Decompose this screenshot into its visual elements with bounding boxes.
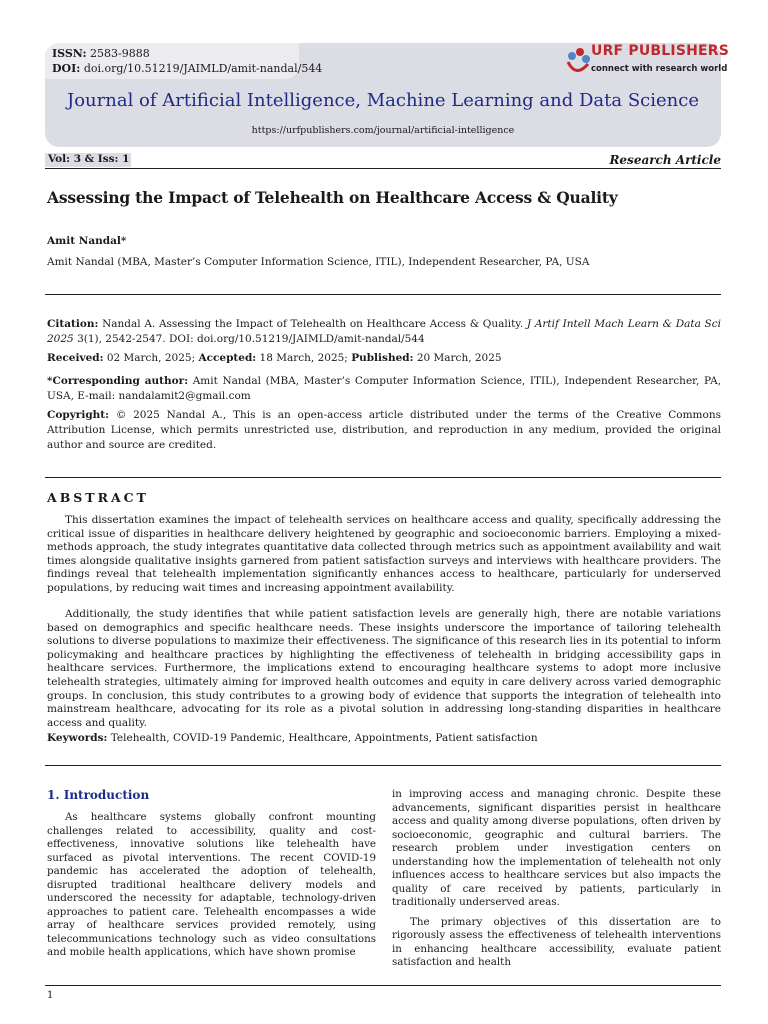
doi-value: doi.org/10.51219/JAIMLD/amit-nandal/544 <box>83 62 323 75</box>
meta-divider-top <box>45 294 721 295</box>
intro-paragraph-2: The primary objectives of this dissertation are to rigorously assess the effectiveness of telehealth interventions in enhancing healthcare accessibility, evaluate patient satisfaction and health <box>392 915 721 968</box>
author-affiliation: Amit Nandal (MBA, Master’s Computer Information Science, ITIL), Independent Researcher, PA, USA <box>47 256 590 268</box>
intro-left-column <box>47 811 376 960</box>
copyright-text: © 2025 Nandal A., This is an open-access article distributed under the terms of the Creative Commons Attribution License, which permits unrestricted use, distribution, and reproduction in any medium, provided the original author and source are credited. <box>47 409 721 451</box>
citation-journal: J Artif Intell Mach Learn & Data Sci 2025 <box>47 318 721 345</box>
author-name: Amit Nandal* <box>47 235 127 247</box>
copyright <box>47 408 721 453</box>
received-label: Received: <box>47 352 104 364</box>
intro-right-column <box>392 788 721 970</box>
publisher-tagline: connect with research world <box>591 64 728 74</box>
intro-paragraph-1: As healthcare systems globally confront mounting challenges related to accessibility, quality and cost-effectiveness, innovative solutions like telehealth have surfaced as pivotal interventions. The recent COVID-19 pandemic has accelerated the adoption of telehealth, disrupted traditional healthcare delivery models and underscored the necessity for adaptable, technology-driven approaches to patient care. Telehealth encompasses a wide array of healthcare services provided remotely, using telecommunications technology such as video consultations and mobile health applications, which have shown promise <box>47 811 376 958</box>
corresponding-text: Amit Nandal (MBA, Master’s Computer Information Science, ITIL), Independent Researcher, PA, USA, E-mail: nandalamit2@gmail.com <box>47 375 722 402</box>
issn-value: 2583-9888 <box>90 47 150 60</box>
corresponding-author <box>47 374 721 404</box>
published-date: 20 March, 2025 <box>416 352 502 364</box>
abstract-paragraph-1: This dissertation examines the impact of telehealth services on healthcare access and quality, specifically addressing the critical issue of disparities in healthcare delivery heightened by geographic and socioeconomic barriers. Employing a mixed-methods approach, the study integrates quantitative data collected through metrics such as appointment availability and wait times alongside qualitative insights garnered from patient satisfaction surveys and interviews with healthcare providers. The findings reveal that telehealth implementation significantly enhances access to healthcare, particularly for underserved populations, by reducing wait times and increasing appointment availability. <box>47 514 721 594</box>
doi-label: DOI: <box>52 62 81 75</box>
abstract-heading: ABSTRACT <box>47 490 149 505</box>
accepted-date: 18 March, 2025; <box>259 352 348 364</box>
keywords <box>47 732 538 744</box>
intro-paragraph-1-continued: in improving access and managing chronic. Despite these advancements, significant disparities persist in healthcare access and quality among diverse populations, often driven by socioeconomic, geographic and cultural barriers. The research problem under investigation centers on understanding how the implementation of telehealth not only influences access to healthcare services but also impacts the quality of care received by patients, particularly in traditionally underserved areas. <box>392 788 721 908</box>
citation-text: Nandal A. Assessing the Impact of Telehealth on Healthcare Access & Quality. <box>102 318 524 330</box>
header-divider <box>45 168 721 169</box>
received-date: 02 March, 2025; <box>106 352 196 364</box>
corresponding-label: *Corresponding author: <box>47 375 189 387</box>
paper-title: Assessing the Impact of Telehealth on Healthcare Access & Quality <box>47 188 618 207</box>
section-heading-introduction: 1. Introduction <box>47 788 150 802</box>
published-label: Published: <box>351 352 414 364</box>
abstract-paragraph-2: Additionally, the study identifies that while patient satisfaction levels are generally high, there are notable variations based on demographics and specific healthcare needs. These insights underscore the importance of tailoring telehealth solutions to diverse populations to maximize their effectiveness. The significance of this research lies in its potential to inform policymaking and healthcare practices by highlighting the effectiveness of telehealth in bridging accessibility gaps in healthcare services. Furthermore, the implications extend to encouraging healthcare systems to adopt more inclusive telehealth strategies, ultimately aiming for improved health outcomes and equity in care delivery across varied demographic groups. In conclusion, this study contributes to a growing body of evidence that supports the integration of telehealth into mainstream healthcare, advocating for its role as a pivotal solution in addressing long-standing disparities in healthcare access and quality. <box>47 608 721 729</box>
keywords-label: Keywords: <box>47 732 108 744</box>
abstract-divider <box>45 765 721 766</box>
article-identifiers <box>52 46 322 76</box>
citation-label: Citation: <box>47 318 99 330</box>
page-number: 1 <box>47 990 54 1001</box>
journal-title: Journal of Artificial Intelligence, Machine Learning and Data Science <box>67 90 699 111</box>
publisher-name: URF PUBLISHERS <box>591 43 730 59</box>
volume-issue: Vol: 3 & Iss: 1 <box>48 153 130 165</box>
keywords-text: Telehealth, COVID-19 Pandemic, Healthcare, Appointments, Patient satisfaction <box>110 732 538 744</box>
accepted-label: Accepted: <box>198 352 257 364</box>
citation-rest: 3(1), 2542-2547. DOI: doi.org/10.51219/JAIMLD/amit-nandal/544 <box>77 333 425 345</box>
dates <box>47 351 721 366</box>
footer-divider <box>45 985 721 986</box>
copyright-label: Copyright: <box>47 409 110 421</box>
article-type: Research Article <box>609 153 721 167</box>
meta-divider-bottom <box>45 477 721 478</box>
journal-url-link[interactable]: https://urfpublishers.com/journal/artificial-intelligence <box>251 125 515 136</box>
citation <box>47 317 721 347</box>
issn-label: ISSN: <box>52 47 87 60</box>
